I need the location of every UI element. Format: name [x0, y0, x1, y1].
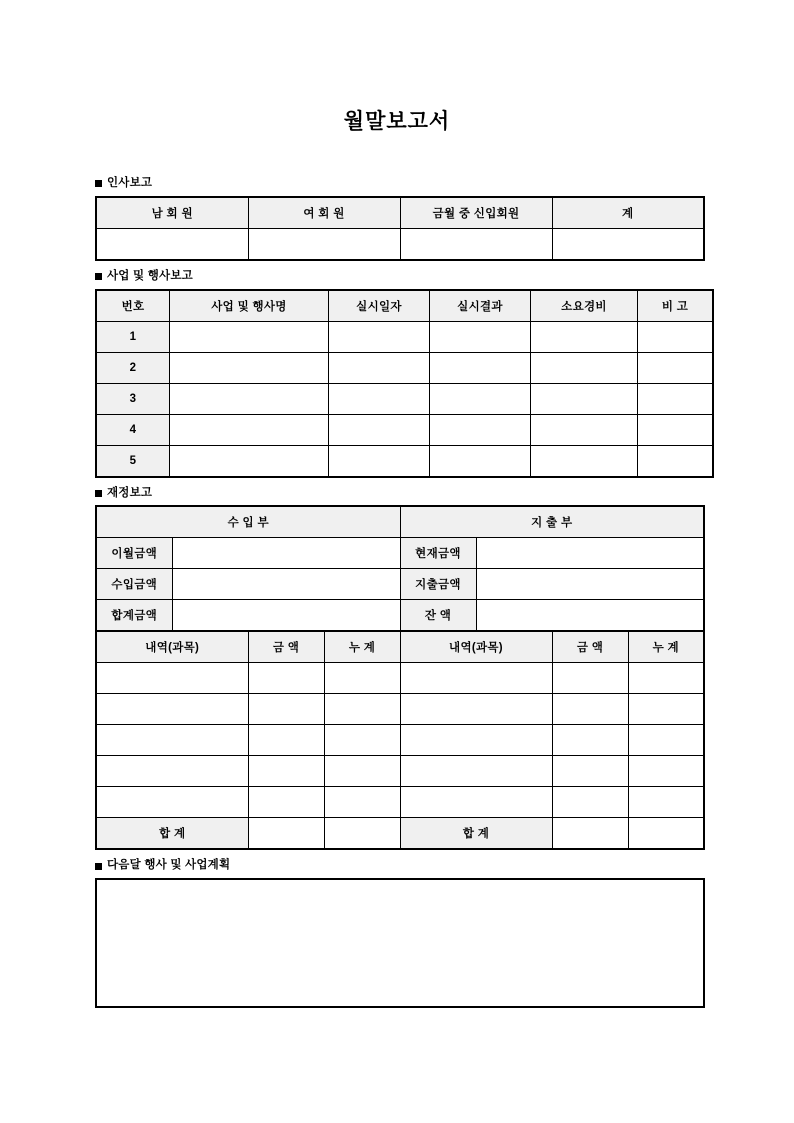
cell-carryover-amount-value[interactable]	[172, 538, 400, 569]
column-header-female-members: 여 회 원	[248, 197, 400, 229]
cell-expense-amount[interactable]	[552, 756, 628, 787]
cell-income-cumulative[interactable]	[324, 756, 400, 787]
cell-event-date[interactable]	[329, 383, 430, 414]
cell-expense-item[interactable]	[400, 725, 552, 756]
cell-income-cumulative[interactable]	[324, 787, 400, 818]
cell-event-note[interactable]	[638, 352, 714, 383]
label-expense-grand-total: 합 계	[400, 818, 552, 850]
cell-expense-grand-total-cumulative[interactable]	[628, 818, 704, 850]
column-header-event-cost: 소요경비	[531, 290, 638, 322]
cell-event-name[interactable]	[170, 352, 329, 383]
table-row-header	[96, 197, 704, 229]
document-body	[95, 135, 705, 1008]
cell-event-date[interactable]	[329, 352, 430, 383]
cell-income-amount-value[interactable]	[172, 569, 400, 600]
page-title: 월말보고서	[343, 110, 451, 133]
cell-event-date[interactable]	[329, 321, 430, 352]
table-row	[96, 321, 713, 352]
cell-income-amount[interactable]	[248, 756, 324, 787]
cell-event-cost[interactable]	[531, 352, 638, 383]
cell-income-item[interactable]	[96, 663, 248, 694]
table-row	[96, 414, 713, 445]
label-income-amount: 수입금액	[96, 569, 172, 600]
section-heading-finance-label: 재정보고	[107, 486, 153, 499]
cell-expense-item[interactable]	[400, 787, 552, 818]
column-header-expense-item: 내역(과목)	[400, 631, 552, 663]
table-row	[96, 383, 713, 414]
cell-income-amount[interactable]	[248, 663, 324, 694]
cell-income-item[interactable]	[96, 756, 248, 787]
cell-event-result[interactable]	[430, 352, 531, 383]
cell-income-cumulative[interactable]	[324, 694, 400, 725]
column-header-number: 번호	[96, 290, 170, 322]
column-header-event-note: 비 고	[638, 290, 714, 322]
cell-income-amount[interactable]	[248, 725, 324, 756]
label-carryover-amount: 이월금액	[96, 538, 172, 569]
cell-event-note[interactable]	[638, 445, 714, 477]
section-heading-plan-label: 다음달 행사 및 사업계획	[107, 859, 231, 872]
group-title-income: 수 입 부	[96, 506, 400, 538]
square-bullet-icon	[95, 863, 102, 870]
table-row-group-title	[96, 506, 704, 538]
column-header-expense-amount: 금 액	[552, 631, 628, 663]
table-row-header	[96, 631, 704, 663]
cell-event-result[interactable]	[430, 445, 531, 477]
column-header-male-members: 남 회 원	[96, 197, 248, 229]
cell-expense-amount[interactable]	[552, 663, 628, 694]
table-row	[96, 756, 704, 787]
cell-event-note[interactable]	[638, 414, 714, 445]
table-row	[96, 787, 704, 818]
cell-income-amount[interactable]	[248, 787, 324, 818]
cell-event-cost[interactable]	[531, 414, 638, 445]
cell-event-number: 1	[96, 321, 170, 352]
cell-expense-item[interactable]	[400, 663, 552, 694]
finance-table	[95, 505, 705, 850]
cell-male-members-value[interactable]	[96, 228, 248, 260]
cell-expense-cumulative[interactable]	[628, 756, 704, 787]
cell-income-item[interactable]	[96, 787, 248, 818]
cell-expense-cumulative[interactable]	[628, 663, 704, 694]
cell-income-grand-total-cumulative[interactable]	[324, 818, 400, 850]
table-row	[96, 663, 704, 694]
cell-expense-item[interactable]	[400, 694, 552, 725]
square-bullet-icon	[95, 273, 102, 280]
cell-income-grand-total-amount[interactable]	[248, 818, 324, 850]
cell-event-name[interactable]	[170, 414, 329, 445]
section-heading-events-label: 사업 및 행사보고	[107, 269, 193, 282]
column-header-income-amount: 금 액	[248, 631, 324, 663]
cell-expense-cumulative[interactable]	[628, 787, 704, 818]
cell-event-name[interactable]	[170, 321, 329, 352]
column-header-event-result: 실시결과	[430, 290, 531, 322]
table-row-total	[96, 818, 704, 850]
section-heading-finance	[95, 487, 705, 501]
section-heading-events	[95, 270, 705, 284]
table-row	[96, 445, 713, 477]
cell-event-number: 4	[96, 414, 170, 445]
events-table	[95, 289, 714, 478]
label-expense-amount: 지출금액	[400, 569, 476, 600]
table-row	[96, 228, 704, 260]
cell-event-number: 5	[96, 445, 170, 477]
column-header-new-members: 금월 중 신입회원	[400, 197, 552, 229]
personnel-table	[95, 196, 705, 261]
label-income-grand-total: 합 계	[96, 818, 248, 850]
section-heading-plan	[95, 859, 705, 873]
section-heading-personnel-label: 인사보고	[107, 177, 153, 189]
cell-balance-amount-value[interactable]	[476, 600, 704, 632]
cell-event-result[interactable]	[430, 383, 531, 414]
square-bullet-icon	[95, 180, 102, 187]
column-header-event-name: 사업 및 행사명	[170, 290, 329, 322]
cell-expense-amount[interactable]	[552, 787, 628, 818]
cell-event-note[interactable]	[638, 383, 714, 414]
section-heading-personnel	[95, 177, 705, 191]
column-header-income-cumulative: 누 계	[324, 631, 400, 663]
square-bullet-icon	[95, 490, 102, 497]
cell-event-date[interactable]	[329, 445, 430, 477]
cell-total-value[interactable]	[552, 228, 704, 260]
cell-current-amount-value[interactable]	[476, 538, 704, 569]
label-current-amount: 현재금액	[400, 538, 476, 569]
cell-event-name[interactable]	[170, 445, 329, 477]
label-sum-amount: 합계금액	[96, 600, 172, 632]
cell-expense-cumulative[interactable]	[628, 725, 704, 756]
cell-expense-amount[interactable]	[552, 725, 628, 756]
cell-event-result[interactable]	[430, 321, 531, 352]
table-row	[96, 725, 704, 756]
column-header-event-date: 실시일자	[329, 290, 430, 322]
cell-income-item[interactable]	[96, 694, 248, 725]
cell-event-result[interactable]	[430, 414, 531, 445]
cell-expense-amount[interactable]	[552, 694, 628, 725]
table-row	[96, 538, 704, 569]
cell-sum-amount-value[interactable]	[172, 600, 400, 632]
label-balance-amount: 잔 액	[400, 600, 476, 632]
table-row	[96, 600, 704, 632]
table-row	[96, 694, 704, 725]
cell-income-cumulative[interactable]	[324, 725, 400, 756]
cell-expense-cumulative[interactable]	[628, 694, 704, 725]
cell-event-number: 2	[96, 352, 170, 383]
column-header-total: 계	[552, 197, 704, 229]
cell-event-note[interactable]	[638, 321, 714, 352]
cell-event-cost[interactable]	[531, 383, 638, 414]
cell-event-cost[interactable]	[531, 321, 638, 352]
cell-expense-grand-total-amount[interactable]	[552, 818, 628, 850]
table-row	[96, 352, 713, 383]
cell-expense-item[interactable]	[400, 756, 552, 787]
column-header-expense-cumulative: 누 계	[628, 631, 704, 663]
group-title-expense: 지 출 부	[400, 506, 704, 538]
cell-event-name[interactable]	[170, 383, 329, 414]
cell-income-item[interactable]	[96, 725, 248, 756]
next-month-plan-box[interactable]	[95, 878, 705, 1008]
column-header-income-item: 내역(과목)	[96, 631, 248, 663]
cell-new-members-value[interactable]	[400, 228, 552, 260]
cell-income-cumulative[interactable]	[324, 663, 400, 694]
table-row	[96, 569, 704, 600]
cell-female-members-value[interactable]	[248, 228, 400, 260]
cell-income-amount[interactable]	[248, 694, 324, 725]
cell-expense-amount-value[interactable]	[476, 569, 704, 600]
cell-event-cost[interactable]	[531, 445, 638, 477]
cell-event-date[interactable]	[329, 414, 430, 445]
table-row-header	[96, 290, 713, 322]
cell-event-number: 3	[96, 383, 170, 414]
